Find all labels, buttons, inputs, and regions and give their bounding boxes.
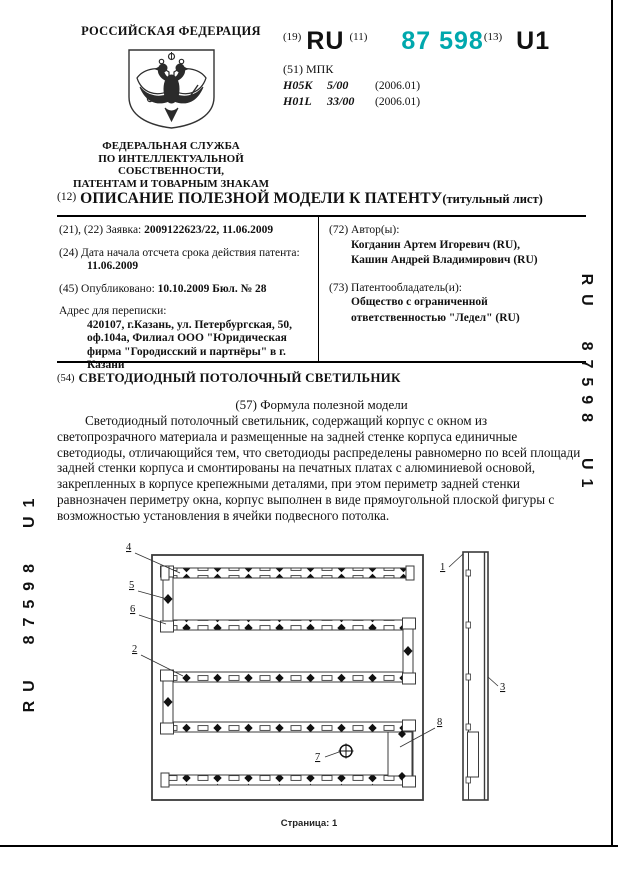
ipc-class: H05K xyxy=(283,78,313,92)
figure-label-1: 1 xyxy=(440,562,446,573)
document-title-suffix: (титульный лист) xyxy=(442,192,543,206)
claims-text: Светодиодный потолочный светильник, содержащий корпус с окном из светопрозрачного материала и размещенные на задней стенке корпуса единичные светодиоды, отличающийся тем, что светодиоды распределены равномерно по всей площади задней стенки корпуса и смонтированы на печатных платах с алюминиевой основой, закрепленных в корпусе крепежными деталями, при этом периметр задней стенки равнозначен периметру окна, корпус выполнен в виде прямоугольной плоской фигуры с возможностью установления в ячейки подвесного потолка. xyxy=(57,413,581,523)
figure-label-5: 5 xyxy=(129,580,135,591)
side-code-right: RU 87598 U1 xyxy=(578,273,595,497)
figure-label-4: 4 xyxy=(126,542,132,553)
kind-code: U1 xyxy=(516,27,551,55)
published-row xyxy=(59,283,312,297)
ipc-entry xyxy=(283,78,593,93)
mounting-hole xyxy=(339,744,354,759)
application-value: 2009122623/22, 11.06.2009 xyxy=(144,224,274,236)
authority-line: ПАТЕНТАМ И ТОВАРНЫМ ЗНАКАМ xyxy=(72,177,270,190)
authority-name xyxy=(52,140,290,190)
country-label: РОССИЙСКАЯ ФЕДЕРАЦИЯ xyxy=(81,24,261,38)
published-date: 10.10.2009 xyxy=(157,282,210,295)
published-bulletin: Бюл. № 28 xyxy=(212,282,267,295)
front-view xyxy=(152,555,423,800)
invention-title: СВЕТОДИОДНЫЙ ПОТОЛОЧНЫЙ СВЕТИЛЬНИК xyxy=(78,370,401,385)
page-border-right xyxy=(611,0,613,846)
document-title-text: ОПИСАНИЕ ПОЛЕЗНОЙ МОДЕЛИ К ПАТЕНТУ xyxy=(80,190,443,207)
ipc-version: (2006.01) xyxy=(375,80,421,92)
country-code: RU xyxy=(306,27,345,55)
page-number: Страница: 1 xyxy=(280,818,338,829)
biblio-right-column xyxy=(318,217,586,361)
coat-of-arms-icon xyxy=(123,47,220,131)
start-date-row xyxy=(59,247,312,274)
biblio-left-column xyxy=(57,217,318,371)
publication-number-line xyxy=(283,27,593,55)
ipc-heading: (51) МПК xyxy=(283,62,334,76)
authors-label: (72) Автор(ы): xyxy=(329,224,400,236)
bibliographic-table xyxy=(57,217,586,371)
inid-12: (12) xyxy=(57,191,77,203)
header-right xyxy=(283,27,593,109)
ipc-entry xyxy=(283,94,593,109)
driver-box xyxy=(388,730,412,780)
document-title xyxy=(57,190,586,217)
figure-label-7: 7 xyxy=(315,752,321,763)
authority-line: ПО ИНТЕЛЛЕКТУАЛЬНОЙ СОБСТВЕННОСТИ, xyxy=(98,152,244,177)
ipc-version: (2006.01) xyxy=(375,96,421,108)
figure-label-8: 8 xyxy=(437,717,443,728)
patent-drawing xyxy=(88,533,533,823)
page-border-bottom xyxy=(0,845,618,847)
inid-54: (54) xyxy=(57,373,75,384)
header-left xyxy=(52,24,290,190)
address-value: 420107, г.Казань, ул. Петербургская, 50, оф.104а, Филиал ООО "Юридическая фирма "Городисский и партнёры" в г. Казани xyxy=(87,318,293,371)
address-row xyxy=(59,305,312,373)
invention-title-row xyxy=(57,369,401,387)
application-label: (21), (22) Заявка: xyxy=(59,224,142,236)
claims-heading: (57) Формула полезной модели xyxy=(235,397,408,412)
start-date-value: 11.06.2009 xyxy=(87,260,139,272)
authors-row xyxy=(329,224,586,269)
figure-label-3: 3 xyxy=(500,682,506,693)
application-row xyxy=(59,224,312,238)
author-name: Кашин Андрей Владимирович (RU) xyxy=(351,254,538,266)
inid-19: (19) xyxy=(283,31,302,43)
led-strip-rows xyxy=(164,568,412,785)
side-code-left: RU 87598 U1 xyxy=(21,489,38,713)
holder-row xyxy=(329,282,586,327)
author-name: Когданин Артем Игоревич (RU), xyxy=(351,238,520,251)
ipc-class: H01L xyxy=(283,94,312,108)
holder-label: (73) Патентообладатель(и): xyxy=(329,281,462,294)
publication-number: 87 598 xyxy=(401,27,484,55)
ipc-subclass: 33/00 xyxy=(327,94,355,108)
figure-label-2: 2 xyxy=(132,644,138,655)
side-view xyxy=(463,552,488,800)
published-label: (45) Опубликовано: xyxy=(59,282,155,295)
inid-13: (13) xyxy=(483,31,503,43)
authority-line: ФЕДЕРАЛЬНАЯ СЛУЖБА xyxy=(102,140,240,152)
start-date-label: (24) Дата начала отсчета срока действия патента: xyxy=(59,246,300,259)
figure-label-6: 6 xyxy=(130,604,136,615)
ipc-subclass: 5/00 xyxy=(327,78,349,92)
inid-11: (11) xyxy=(349,31,368,43)
address-label: Адрес для переписки: xyxy=(59,305,167,317)
holder-name: Общество с ограниченной ответственностью "Ледел" (RU) xyxy=(351,296,520,324)
